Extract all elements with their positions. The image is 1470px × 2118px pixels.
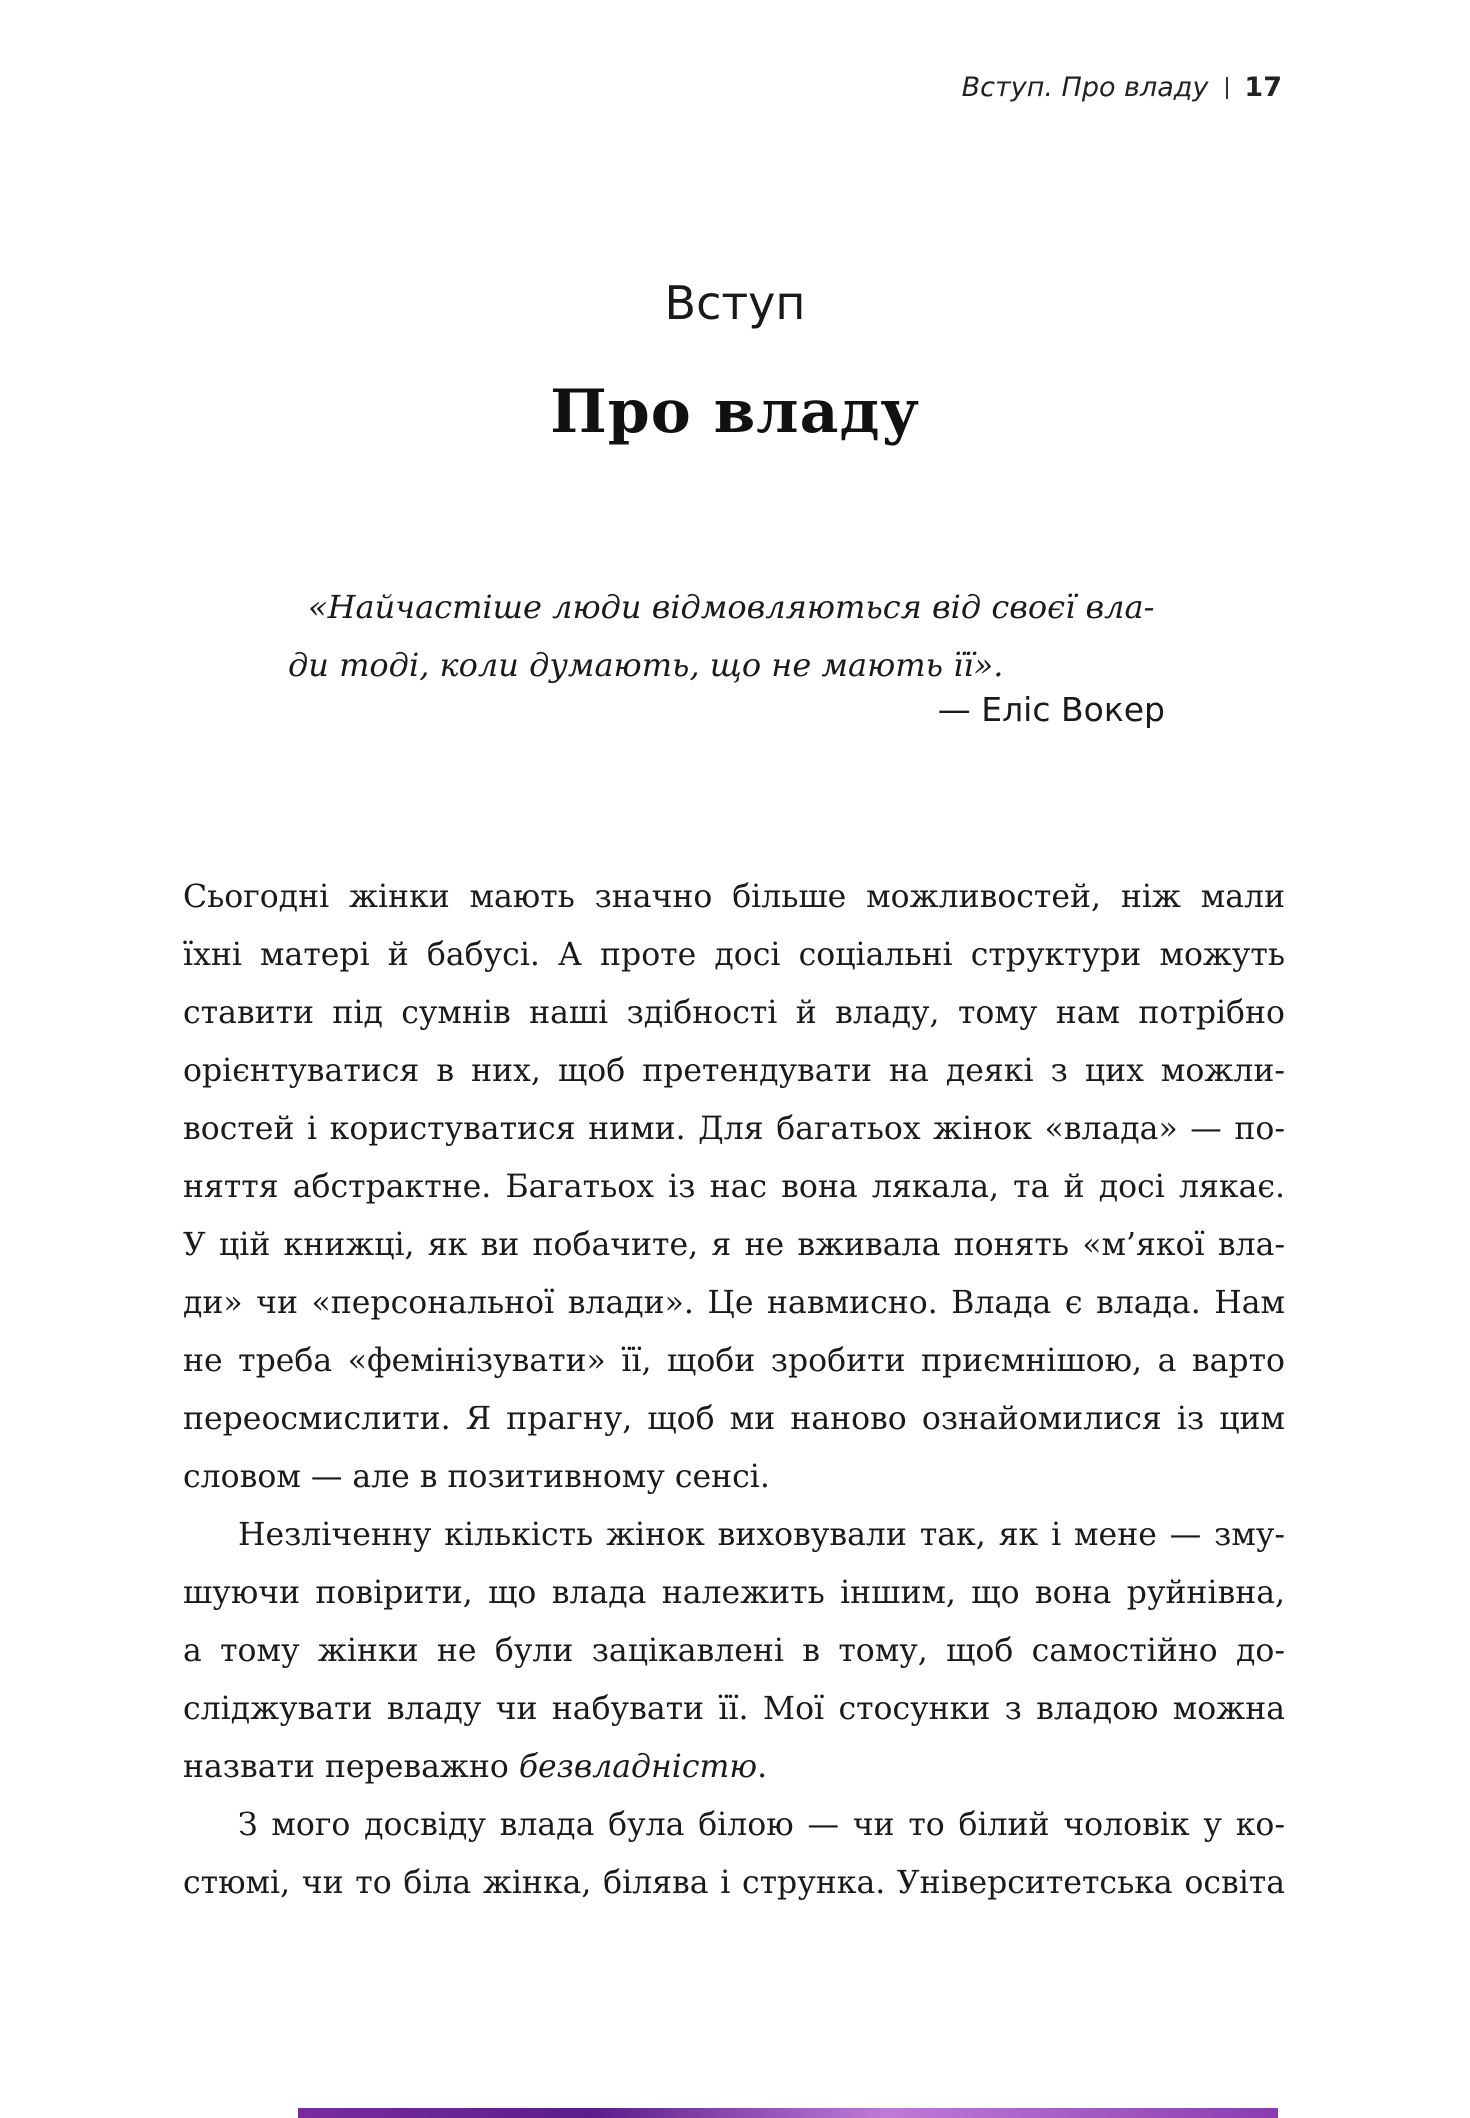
text-line: Незліченну кількість жінок виховували так, як і мене — зму-	[238, 1517, 1285, 1553]
epigraph-line: «Найчастіше люди відмовляються від своєї вла-	[308, 588, 1155, 626]
text-line: няття абстрактне. Багатьох із нас вона лякала, та й досі лякає.	[183, 1169, 1285, 1205]
text-line: сліджувати владу чи набувати її. Мої стосунки з владою можна	[183, 1691, 1285, 1727]
text-line: стюмі, чи то біла жінка, білява і струнка. Університетська освіта	[183, 1865, 1285, 1901]
text-fragment: .	[757, 1749, 768, 1785]
running-head-separator	[1226, 77, 1228, 99]
body-text	[183, 868, 1285, 1912]
text-line: а тому жінки не були зацікавлені в тому, щоб самостійно до-	[183, 1633, 1285, 1669]
bottom-edge-strip	[298, 2108, 1278, 2118]
text-line: Сьогодні жінки мають значно більше можливостей, ніж мали	[183, 879, 1285, 915]
text-line: ставити під сумнів наші здібності й владу, тому нам потрібно	[183, 995, 1285, 1031]
text-line: шуючи повірити, що влада належить іншим, що вона руйнівна,	[183, 1575, 1285, 1611]
text-line	[183, 1738, 1285, 1796]
epigraph-line: ди тоді, коли думають, що не мають її».	[288, 646, 1004, 684]
running-head-title: Вступ. Про владу	[961, 72, 1209, 103]
text-line: У цій книжці, як ви побачите, я не вживала понять «м’якої вла-	[183, 1227, 1285, 1263]
text-line: словом — але в позитивному сенсі.	[183, 1459, 770, 1495]
paragraph-2	[183, 1506, 1285, 1796]
text-line: не треба «фемінізувати» її, щоби зробити приємнішою, а варто	[183, 1343, 1285, 1379]
chapter-label: Вступ	[664, 276, 806, 330]
text-line: переосмислити. Я прагну, щоб ми наново ознайомилися із цим	[183, 1401, 1285, 1437]
paragraph-3	[183, 1796, 1285, 1912]
epigraph-author: — Еліс Вокер	[937, 690, 1165, 729]
text-line: ди» чи «персональної влади». Це навмисно. Влада є влада. Нам	[183, 1285, 1285, 1321]
page-number: 17	[1244, 72, 1282, 103]
chapter-title: Про владу	[550, 377, 920, 447]
running-head	[962, 72, 1282, 103]
text-line: орієнтуватися в них, щоб претендувати на деякі з цих можли-	[183, 1053, 1285, 1089]
text-line: востей і користуватися ними. Для багатьох жінок «влада» — по-	[183, 1111, 1285, 1147]
text-fragment: назвати переважно	[183, 1749, 519, 1785]
epigraph	[288, 578, 1188, 694]
paragraph-1	[183, 868, 1285, 1506]
text-line: З мого досвіду влада була білою — чи то білий чоловік у ко-	[238, 1807, 1285, 1843]
text-line: їхні матері й бабусі. А проте досі соціальні структури можуть	[183, 937, 1285, 973]
emphasis-word: безвладністю	[518, 1749, 758, 1785]
